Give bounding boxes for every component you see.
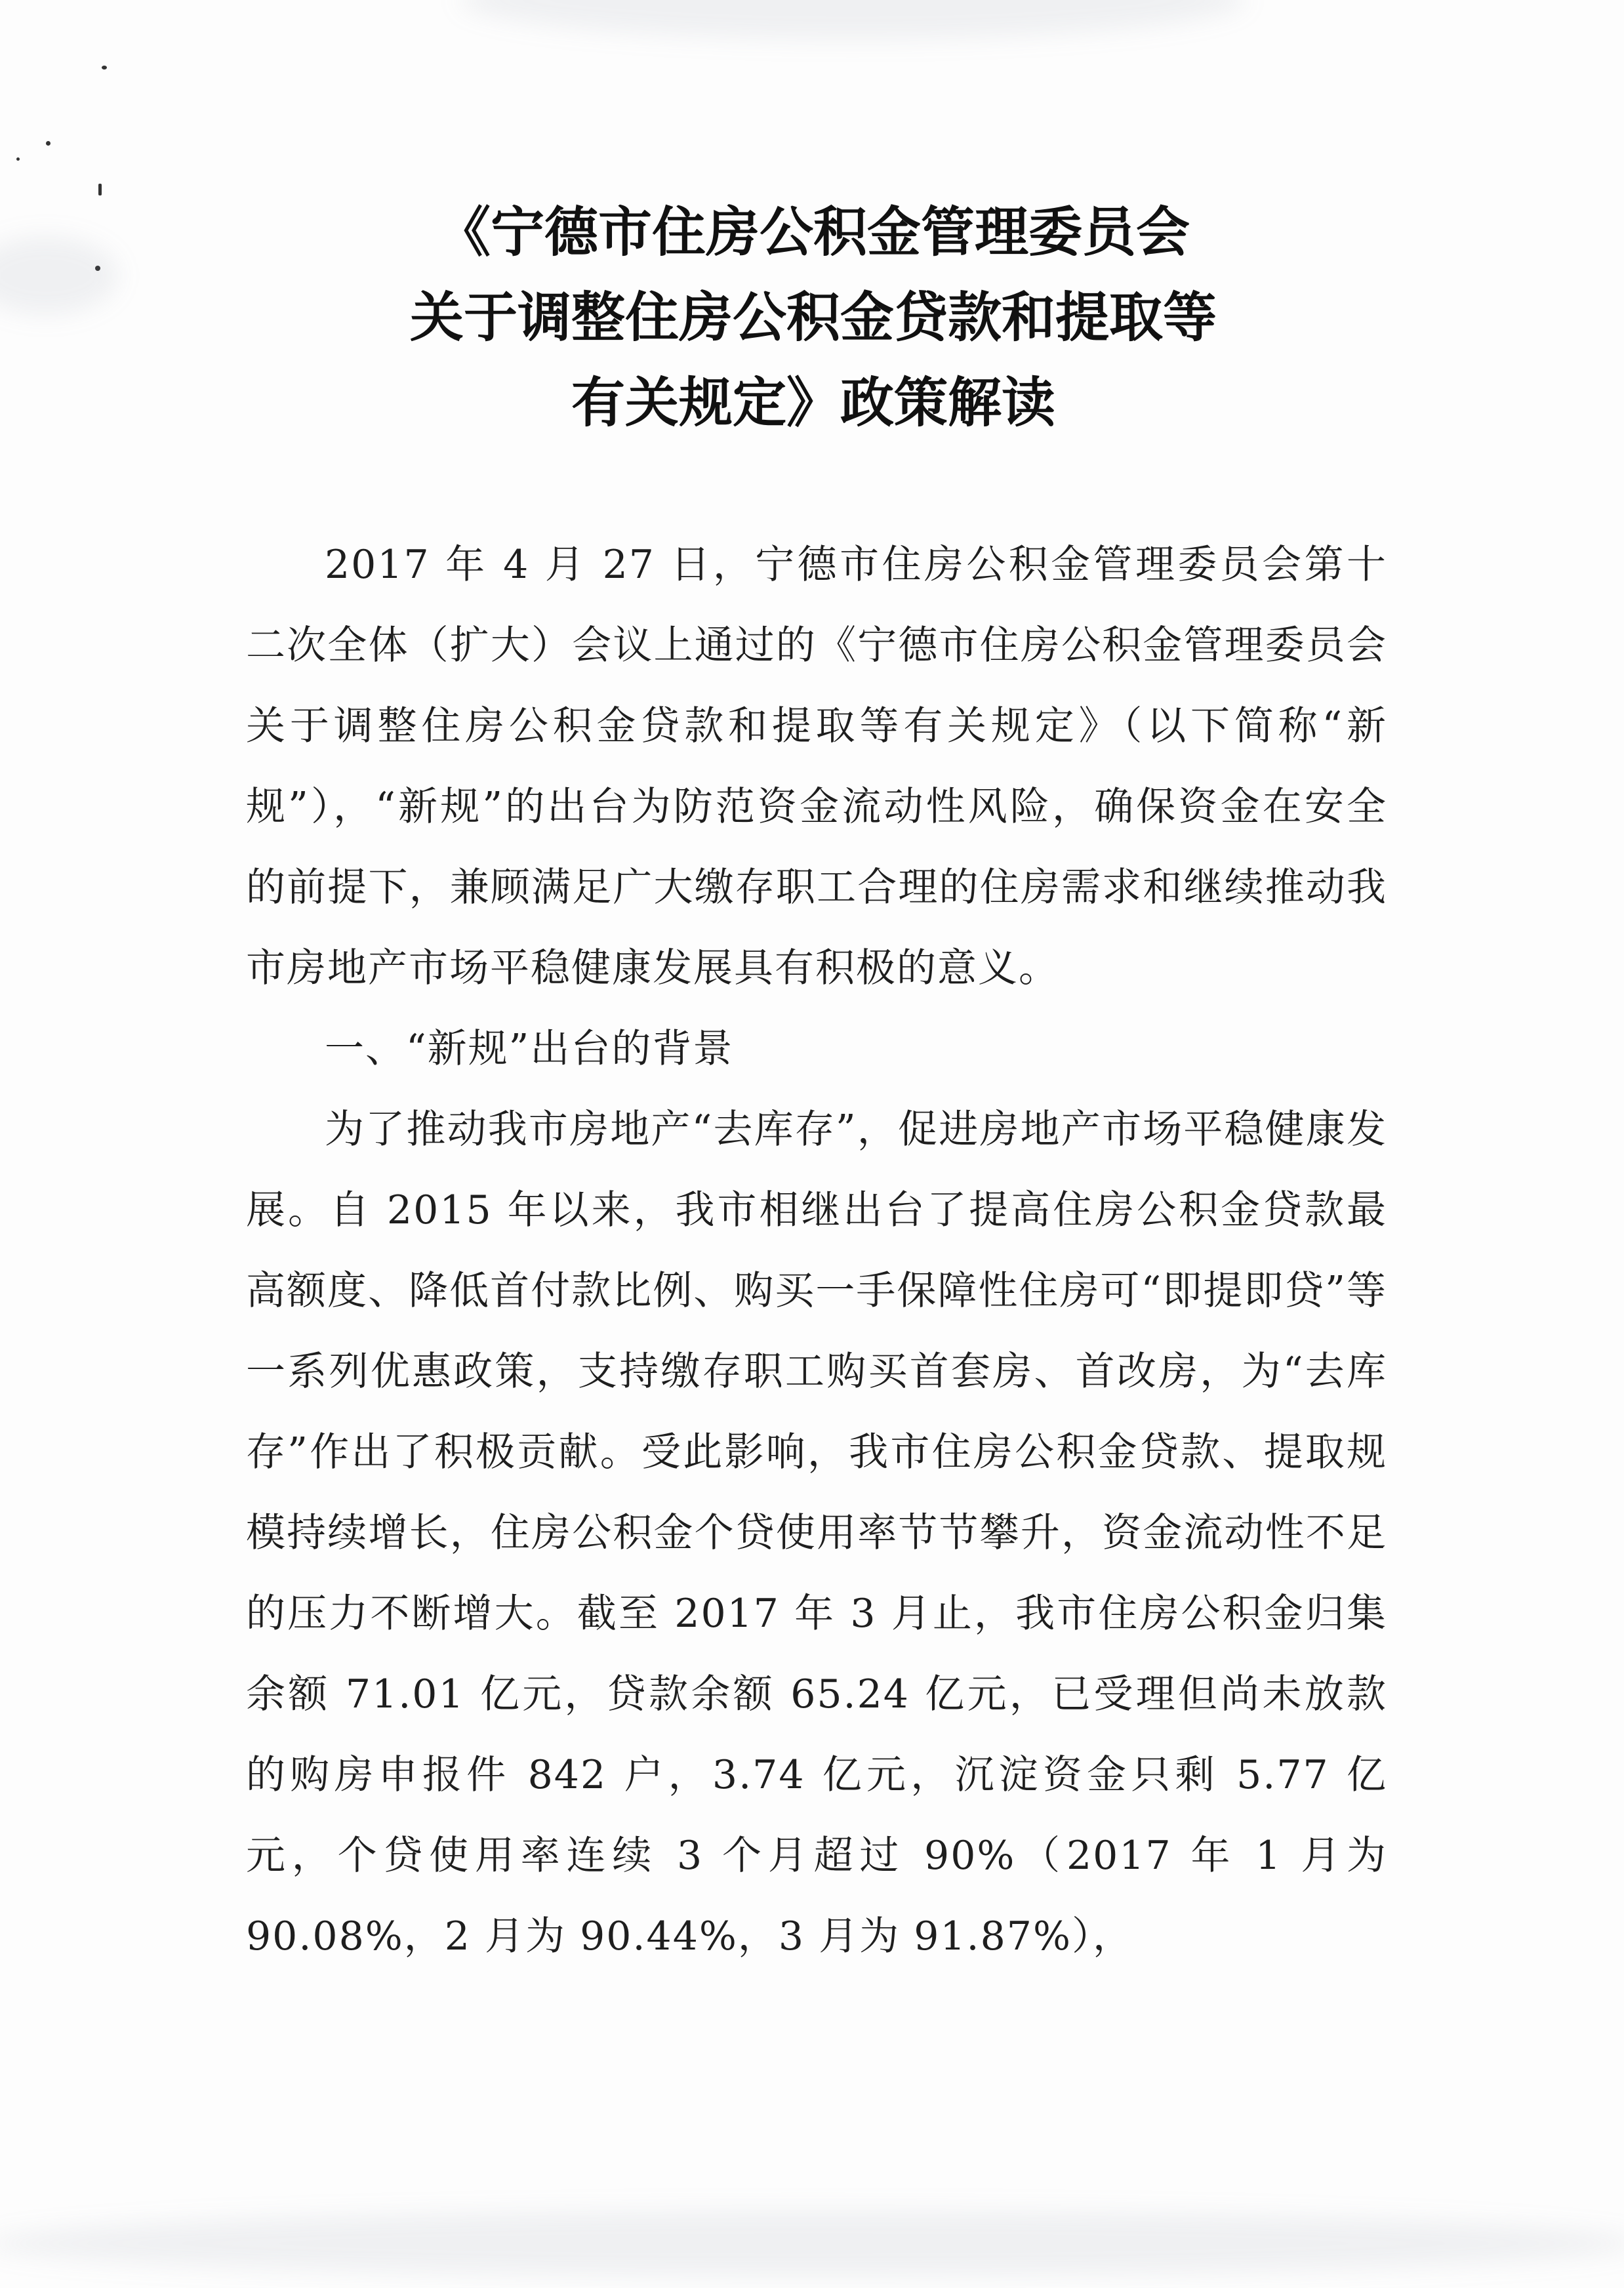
- title-line: 关于调整住房公积金贷款和提取等: [409, 287, 1217, 349]
- scan-speck: [16, 157, 20, 161]
- intro-paragraph: 2017 年 4 月 27 日，宁德市住房公积金管理委员会第十二次全体（扩大）会议上通过的《宁德市住房公积金管理委员会关于调整住房公积金贷款和提取等有关规定》（以下简称“新规”），“新规”的出台为防范资金流动性风险，确保资金在安全的前提下，兼顾满足广大缴存职工合理的住房需求和继续推动我市房地产市场平稳健康发展具有积极的意义。: [246, 542, 1387, 991]
- title-line: 有关规定》政策解读: [571, 372, 1055, 434]
- document-body: [246, 525, 1387, 1977]
- scan-smudge: [459, 0, 1246, 39]
- scan-smudge: [0, 2211, 1624, 2276]
- scan-speck: [98, 184, 102, 195]
- scan-smudge: [0, 236, 118, 315]
- scan-speck: [46, 141, 51, 146]
- document-title: [197, 190, 1430, 446]
- scan-speck: [102, 66, 107, 70]
- section-paragraph: 为了推动我市房地产“去库存”，促进房地产市场平稳健康发展。自 2015 年以来，我市相继出台了提高住房公积金贷款最高额度、降低首付款比例、购买一手保障性住房可“即提即贷”等一系列优惠政策，支持缴存职工购买首套房、首改房，为“去库存”作出了积极贡献。受此影响，我市住房公积金贷款、提取规模持续增长，住房公积金个贷使用率节节攀升，资金流动性不足的压力不断增大。截至 2017 年 3 月止，我市住房公积金归集余额 71.01 亿元，贷款余额 65.24 亿元，已受理但尚未放款的购房申报件 842 户，3.74 亿元，沉淀资金只剩 5.77 亿元，个贷使用率连续 3 个月超过 90%（2017 年 1 月为 90.08%，2 月为 90.44%，3 月为 91.87%），: [246, 1107, 1387, 1959]
- section-heading: 一、“新规”出台的背景: [325, 1026, 734, 1072]
- title-line: 《宁德市住房公积金管理委员会: [436, 201, 1190, 264]
